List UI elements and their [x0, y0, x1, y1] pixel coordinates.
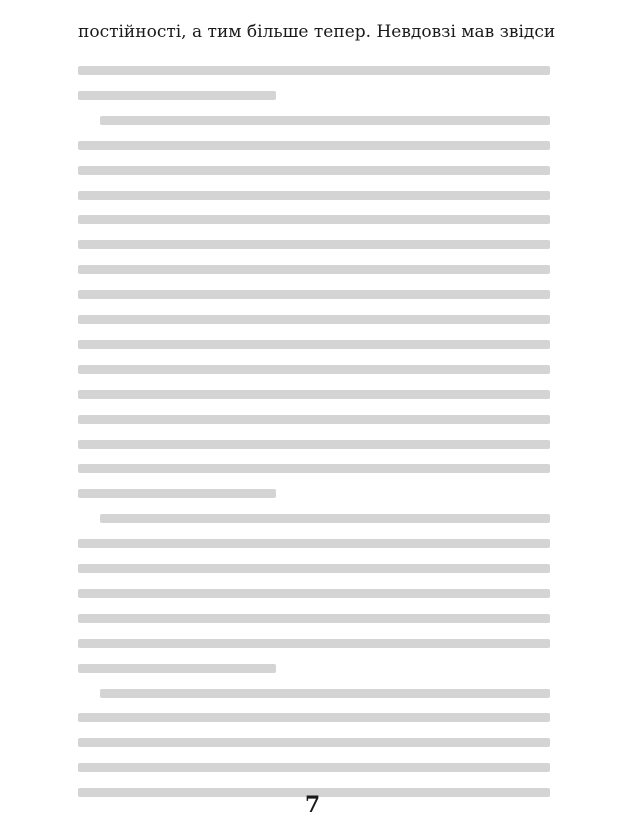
text-line-placeholder	[100, 116, 550, 125]
text-line-placeholder	[78, 639, 550, 648]
text-line-placeholder	[78, 191, 550, 200]
text-line-placeholder	[100, 689, 550, 698]
text-line-placeholder	[78, 489, 276, 498]
text-line-placeholder	[78, 464, 550, 473]
text-line-placeholder	[78, 91, 276, 100]
text-line-placeholder	[78, 240, 550, 249]
text-line-placeholder	[78, 215, 550, 224]
first-line-excerpt: постійності, а тим більше тепер. Невдовзі мав звідси	[78, 22, 556, 42]
text-line-placeholder	[78, 141, 550, 150]
page-number: 7	[304, 792, 321, 818]
text-line-placeholder	[78, 340, 550, 349]
text-line-placeholder	[78, 713, 550, 722]
text-line-placeholder	[78, 763, 550, 772]
text-line-placeholder	[78, 415, 550, 424]
text-line-placeholder	[78, 539, 550, 548]
text-line-placeholder	[78, 390, 550, 399]
text-line-placeholder	[78, 265, 550, 274]
text-line-placeholder	[78, 440, 550, 449]
text-line-placeholder	[78, 589, 550, 598]
text-line-placeholder	[78, 564, 550, 573]
text-line-placeholder	[78, 614, 550, 623]
text-line-placeholder	[78, 315, 550, 324]
text-line-placeholder	[78, 365, 550, 374]
text-line-placeholder	[78, 166, 550, 175]
text-line-placeholder	[78, 290, 550, 299]
text-line-placeholder	[100, 514, 550, 523]
text-line-placeholder	[78, 738, 550, 747]
text-line-placeholder	[78, 66, 550, 75]
text-line-placeholder	[78, 664, 276, 673]
